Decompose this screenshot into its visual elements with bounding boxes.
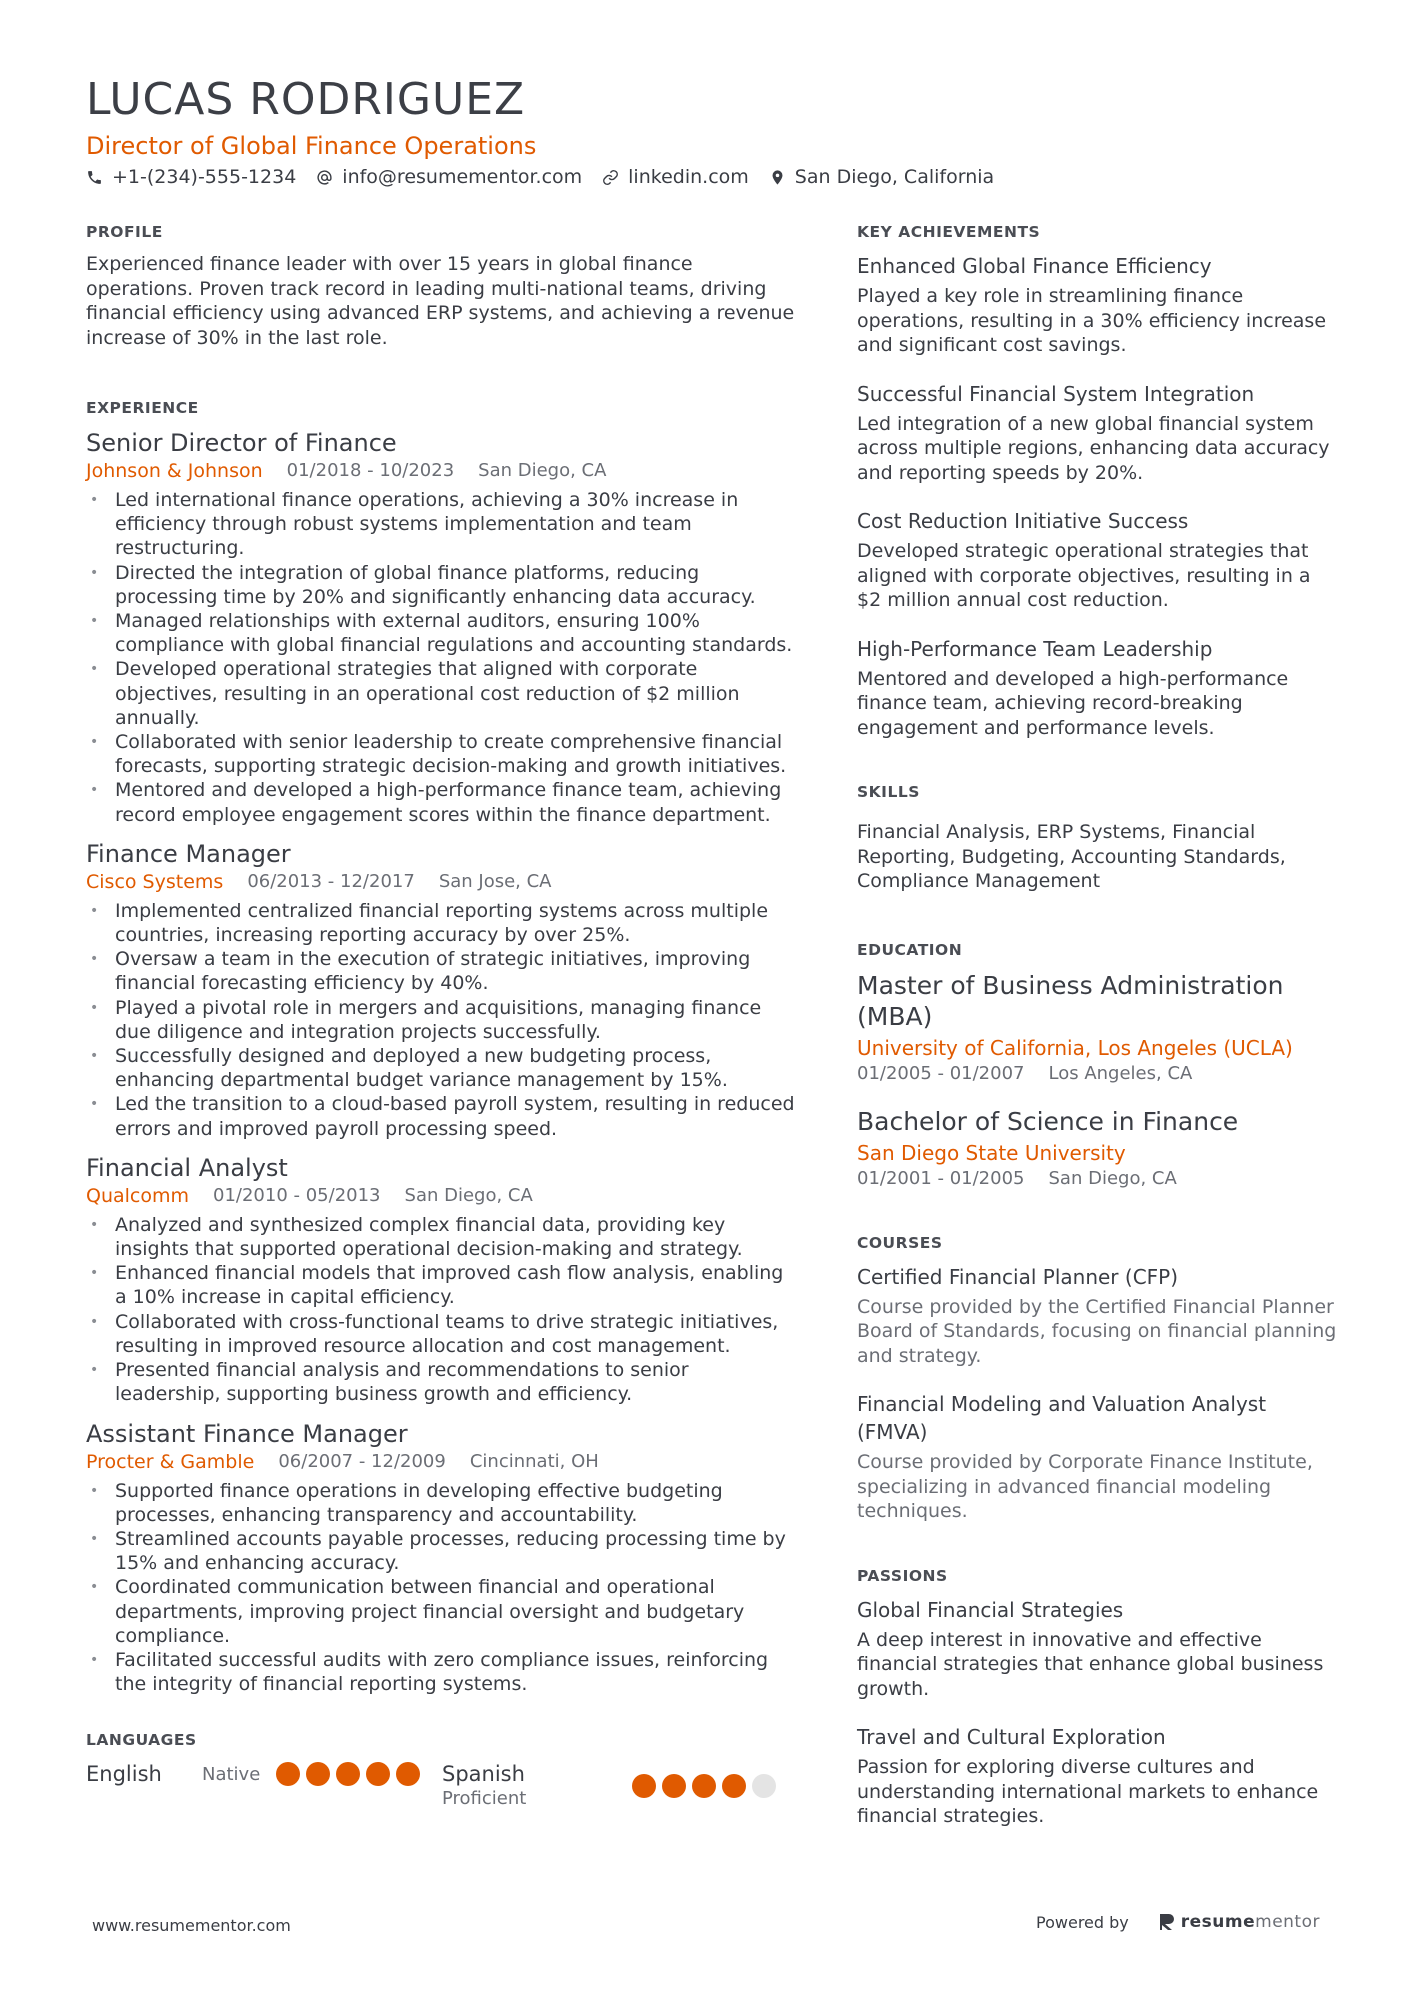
section-heading: KEY ACHIEVEMENTS [857, 223, 1041, 241]
language-rating [632, 1774, 782, 1798]
job-company: Procter & Gamble [86, 1450, 255, 1473]
job-dates: 01/2010 - 05/2013 [213, 1184, 381, 1206]
section-heading: SKILLS [857, 783, 920, 801]
phone-text: +1-(234)-555-1234 [112, 166, 297, 188]
job-dates: 06/2013 - 12/2017 [247, 870, 415, 892]
education-degree: Master of Business Administration (MBA) [857, 970, 1284, 1031]
skills-text: Financial Analysis, ERP Systems, Financial Reporting, Budgeting, Accounting Standards, Compliance Management [857, 821, 1286, 892]
achievement-item [857, 507, 1337, 613]
passion-item [857, 1596, 1337, 1702]
list-item: • Presented financial analysis and recommendations to senior leadership, supporting business growth and efficiency. [86, 1358, 798, 1406]
resume-header [86, 72, 1330, 188]
achievement-item [857, 252, 1337, 358]
education-degree: Bachelor of Science in Finance [857, 1106, 1239, 1136]
job-bullets [86, 488, 798, 827]
job-entry [86, 1153, 798, 1407]
job-bullets [86, 1213, 798, 1407]
resumementor-logo-icon [1159, 1913, 1175, 1931]
job-company: Cisco Systems [86, 870, 224, 893]
list-item: • Facilitated successful audits with zero compliance issues, reinforcing the integrity of financial reporting systems. [86, 1648, 798, 1696]
list-item: • Implemented centralized financial reporting systems across multiple countries, increasing reporting accuracy by over 25%. [86, 899, 798, 947]
email-text: info@resumementor.com [342, 166, 583, 188]
job-entry [86, 839, 798, 1141]
job-entry [86, 428, 798, 827]
brand-light: mentor [1255, 1912, 1320, 1932]
passion-title: Global Financial Strategies [857, 1597, 1124, 1622]
job-position: Financial Analyst [86, 1153, 288, 1182]
experience-section [86, 398, 798, 1696]
rating-dot-filled [366, 1762, 390, 1786]
list-item: • Directed the integration of global finance platforms, reducing processing time by 20% and significantly enhancing data accuracy. [86, 561, 798, 609]
rating-dot-filled [306, 1762, 330, 1786]
education-section [857, 940, 1337, 1191]
language-spanish [442, 1760, 798, 1810]
rating-dot-filled [276, 1762, 300, 1786]
passion-item [857, 1723, 1337, 1829]
achievement-desc: Played a key role in streamlining finance operations, resulting in a 30% efficiency increase and significant cost savings. [857, 285, 1327, 356]
education-meta [857, 1167, 1337, 1191]
list-item: • Played a pivotal role in mergers and acquisitions, managing finance due diligence and integration projects successfully. [86, 996, 798, 1044]
list-item: • Supported finance operations in developing effective budgeting processes, enhancing transparency and accountability. [86, 1479, 798, 1527]
list-item: • Collaborated with senior leadership to create comprehensive financial forecasts, supporting strategic decision-making and growth initiatives. [86, 730, 798, 778]
list-item: • Led the transition to a cloud-based payroll system, resulting in reduced errors and improved payroll processing speed. [86, 1092, 798, 1140]
skills-section [857, 782, 1337, 894]
job-meta [86, 1449, 798, 1475]
location-pin-icon [769, 169, 786, 186]
linkedin-text: linkedin.com [628, 166, 749, 188]
section-heading: PROFILE [86, 223, 163, 241]
right-column [857, 222, 1337, 1851]
course-desc: Course provided by Corporate Finance Institute, specializing in advanced financial modeling techniques. [857, 1451, 1313, 1522]
list-item: • Streamlined accounts payable processes, reducing processing time by 15% and enhancing accuracy. [86, 1527, 798, 1575]
job-company: Johnson & Johnson [86, 460, 263, 482]
list-item: • Led international finance operations, achieving a 30% increase in efficiency through robust systems implementation and team restructuring. [86, 488, 798, 561]
section-heading: LANGUAGES [86, 1731, 197, 1750]
job-bullets [86, 899, 798, 1141]
languages-row [86, 1760, 798, 1810]
candidate-name: LUCAS RODRIGUEZ [86, 74, 526, 125]
achievement-title: Successful Financial System Integration [857, 381, 1255, 406]
education-dates: 01/2005 - 01/2007 [857, 1062, 1025, 1084]
achievement-item [857, 380, 1337, 486]
course-desc: Course provided by the Certified Financial Planner Board of Standards, focusing on financial planning and strategy. [857, 1295, 1337, 1367]
contact-linkedin[interactable] [602, 166, 749, 188]
footer-powered [1036, 1912, 1320, 1932]
achievement-title: High-Performance Team Leadership [857, 636, 1213, 661]
language-rating [276, 1762, 426, 1786]
education-location: Los Angeles, CA [1048, 1062, 1193, 1084]
passions-section [857, 1566, 1337, 1829]
course-item [857, 1263, 1337, 1369]
education-school: San Diego State University [857, 1140, 1126, 1165]
job-location: San Jose, CA [438, 870, 552, 892]
course-title: Financial Modeling and Valuation Analyst (FMVA) [857, 1392, 1267, 1444]
education-location: San Diego, CA [1048, 1167, 1177, 1189]
job-title: Director of Global Finance Operations [86, 132, 537, 160]
profile-text: Experienced finance leader with over 15 years in global finance operations. Proven track record in leading multi-national teams, driving financial efficiency using advanced ERP systems, and achieving a revenue increase of 30% in the last role. [86, 253, 795, 349]
brand-bold: resume [1180, 1912, 1256, 1932]
job-meta [86, 458, 798, 484]
list-item: • Collaborated with cross-functional teams to drive strategic initiatives, resulting in improved resource allocation and cost management. [86, 1310, 798, 1358]
education-item [857, 970, 1337, 1086]
achievement-title: Enhanced Global Finance Efficiency [857, 254, 1212, 278]
job-location: San Diego, CA [478, 460, 607, 481]
link-icon [602, 169, 619, 186]
achievement-desc: Developed strategic operational strategies that aligned with corporate objectives, resulting in a $2 million annual cost reduction. [857, 540, 1311, 611]
job-meta [86, 1183, 798, 1209]
list-item: • Developed operational strategies that aligned with corporate objectives, resulting in an operational cost reduction of $2 million annually. [86, 657, 798, 730]
achievement-desc: Mentored and developed a high-performance finance team, achieving record-breaking engagement and performance levels. [857, 667, 1289, 739]
language-level: Proficient [442, 1788, 527, 1810]
brand-logo[interactable] [1159, 1912, 1320, 1932]
list-item: • Successfully designed and deployed a new budgeting process, enhancing departmental budget variance management by 15%. [86, 1044, 798, 1092]
passion-desc: Passion for exploring diverse cultures and understanding international markets to enhance financial strategies. [857, 1756, 1319, 1827]
list-item: • Enhanced financial models that improved cash flow analysis, enabling a 10% increase in capital efficiency. [86, 1261, 798, 1309]
achievement-title: Cost Reduction Initiative Success [857, 509, 1189, 533]
education-item [857, 1106, 1337, 1191]
rating-dot-filled [722, 1774, 746, 1798]
course-title: Certified Financial Planner (CFP) [857, 1264, 1179, 1289]
language-english [86, 1760, 442, 1788]
course-item [857, 1390, 1337, 1524]
job-dates: 01/2018 - 10/2023 [286, 460, 455, 481]
language-name: English [86, 1762, 162, 1787]
rating-dot-filled [662, 1774, 686, 1798]
job-company: Qualcomm [86, 1184, 190, 1207]
rating-dot-filled [336, 1762, 360, 1786]
list-item: • Coordinated communication between financial and operational departments, improving project financial oversight and budgetary compliance. [86, 1575, 798, 1648]
phone-icon [86, 169, 103, 186]
job-bullets [86, 1479, 798, 1697]
section-heading: COURSES [857, 1233, 943, 1252]
rating-dot-empty [752, 1774, 776, 1798]
education-meta [857, 1062, 1337, 1086]
language-name: Spanish [442, 1762, 525, 1787]
passion-title: Travel and Cultural Exploration [857, 1725, 1166, 1749]
location-text: San Diego, California [794, 166, 995, 188]
list-item: • Analyzed and synthesized complex financial data, providing key insights that supported operational decision-making and strategy. [86, 1213, 798, 1261]
contact-location [769, 166, 994, 188]
education-school: University of California, Los Angeles (UCLA) [857, 1035, 1293, 1060]
list-item: • Mentored and developed a high-performance finance team, achieving record employee engagement scores within the finance department. [86, 778, 798, 826]
job-position: Senior Director of Finance [86, 429, 397, 457]
achievements-section [857, 222, 1337, 740]
at-icon [316, 169, 333, 186]
section-heading: EDUCATION [857, 940, 963, 959]
achievement-item [857, 635, 1337, 741]
section-heading: PASSIONS [857, 1566, 948, 1585]
job-entry [86, 1419, 798, 1697]
list-item: • Oversaw a team in the execution of strategic initiatives, improving financial forecasting efficiency by 40%. [86, 947, 798, 995]
job-position: Finance Manager [86, 839, 291, 868]
achievement-desc: Led integration of a new global financial system across multiple regions, enhancing data accuracy and reporting speeds by 20%. [857, 412, 1330, 484]
section-heading: EXPERIENCE [86, 399, 199, 417]
job-position: Assistant Finance Manager [86, 1419, 408, 1448]
passion-desc: A deep interest in innovative and effective financial strategies that enhance global business growth. [857, 1628, 1324, 1700]
languages-section [86, 1730, 798, 1810]
contact-phone[interactable] [86, 166, 296, 188]
job-dates: 06/2007 - 12/2009 [278, 1450, 446, 1472]
contact-bar [86, 166, 1330, 188]
job-location: San Diego, CA [404, 1184, 533, 1206]
rating-dot-filled [396, 1762, 420, 1786]
left-column [86, 222, 798, 1810]
courses-section [857, 1233, 1337, 1524]
list-item: • Managed relationships with external auditors, ensuring 100% compliance with global financial regulations and accounting standards. [86, 609, 798, 657]
footer-website[interactable]: www.resumementor.com [92, 1916, 291, 1935]
rating-dot-filled [632, 1774, 656, 1798]
job-meta [86, 869, 798, 895]
job-location: Cincinnati, OH [469, 1450, 599, 1472]
education-dates: 01/2001 - 01/2005 [857, 1167, 1025, 1189]
contact-email[interactable] [316, 166, 582, 188]
profile-section [86, 222, 798, 350]
language-level: Native [202, 1763, 261, 1785]
rating-dot-filled [692, 1774, 716, 1798]
powered-by-label: Powered by [1036, 1912, 1129, 1932]
